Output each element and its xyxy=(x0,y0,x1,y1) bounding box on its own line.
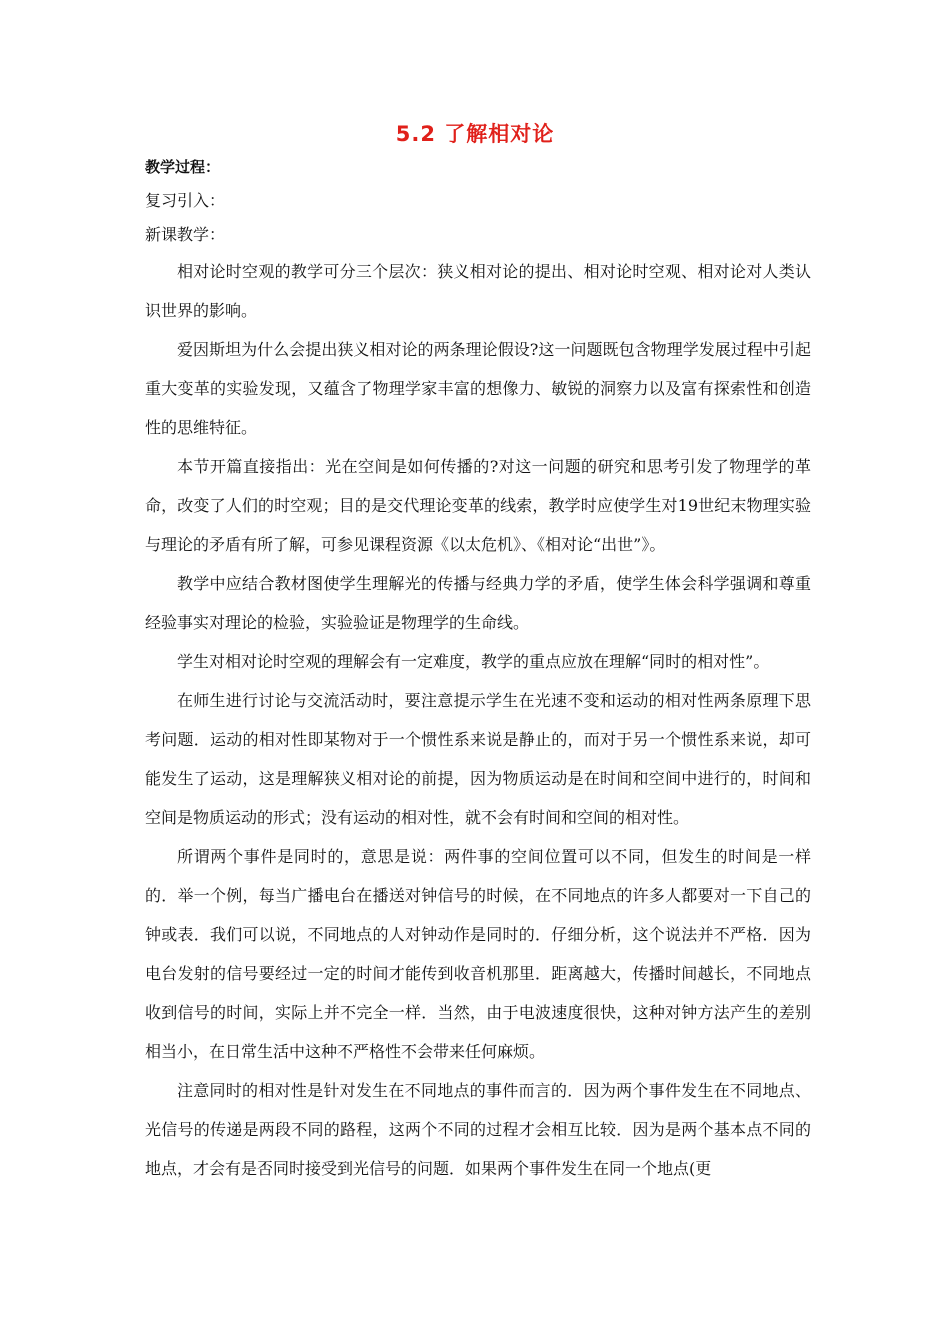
document-body xyxy=(145,150,811,1188)
review-intro-line: 复习引入： xyxy=(145,191,226,210)
paragraph: 在师生进行讨论与交流活动时，要注意提示学生在光速不变和运动的相对性两条原理下思考问题．运动的相对性即某物对于一个惯性系来说是静止的，而对于另一个惯性系来说，却可能发生了运动，这是理解狭义相对论的前提，因为物质运动是在时间和空间中进行的，时间和空间是物质运动的形式；没有运动的相对性，就不会有时间和空间的相对性。 xyxy=(145,691,811,827)
new-lesson-line: 新课教学： xyxy=(145,225,226,244)
paragraph: 学生对相对论时空观的理解会有一定难度，教学的重点应放在理解“同时的相对性”。 xyxy=(177,652,770,671)
paragraph: 所谓两个事件是同时的，意思是说：两件事的空间位置可以不同，但发生的时间是一样的．举一个例，每当广播电台在播送对钟信号的时候，在不同地点的许多人都要对一下自己的钟或表．我们可以说，不同地点的人对钟动作是同时的．仔细分析，这个说法并不严格．因为电台发射的信号要经过一定的时间才能传到收音机那里．距离越大，传播时间越长，不同地点收到信号的时间，实际上并不完全一样．当然，由于电波速度很快，这种对钟方法产生的差别相当小，在日常生活中这种不严格性不会带来任何麻烦。 xyxy=(145,847,811,1061)
document-title: 5.2 了解相对论 xyxy=(395,122,555,146)
paragraph: 教学中应结合教材图使学生理解光的传播与经典力学的矛盾，使学生体会科学强调和尊重经验事实对理论的检验，实验验证是物理学的生命线。 xyxy=(145,574,811,632)
paragraph: 爱因斯坦为什么会提出狭义相对论的两条理论假设?这一问题既包含物理学发展过程中引起重大变革的实验发现，又蕴含了物理学家丰富的想像力、敏锐的洞察力以及富有探索性和创造性的思维特征。 xyxy=(145,340,811,437)
paragraph: 相对论时空观的教学可分三个层次：狭义相对论的提出、相对论时空观、相对论对人类认识世界的影响。 xyxy=(145,262,811,320)
paragraph: 注意同时的相对性是针对发生在不同地点的事件而言的．因为两个事件发生在不同地点、光信号的传递是两段不同的路程，这两个不同的过程才会相互比较．因为是两个基本点不同的地点，才会有是否同时接受到光信号的问题．如果两个事件发生在同一个地点(更 xyxy=(145,1081,811,1178)
section-heading: 教学过程： xyxy=(145,158,221,176)
paragraph: 本节开篇直接指出：光在空间是如何传播的?对这一问题的研究和思考引发了物理学的革命，改变了人们的时空观；目的是交代理论变革的线索，教学时应使学生对19世纪末物理实验与理论的矛盾有所了解，可参见课程资源《以太危机》、《相对论“出世”》。 xyxy=(145,457,811,554)
